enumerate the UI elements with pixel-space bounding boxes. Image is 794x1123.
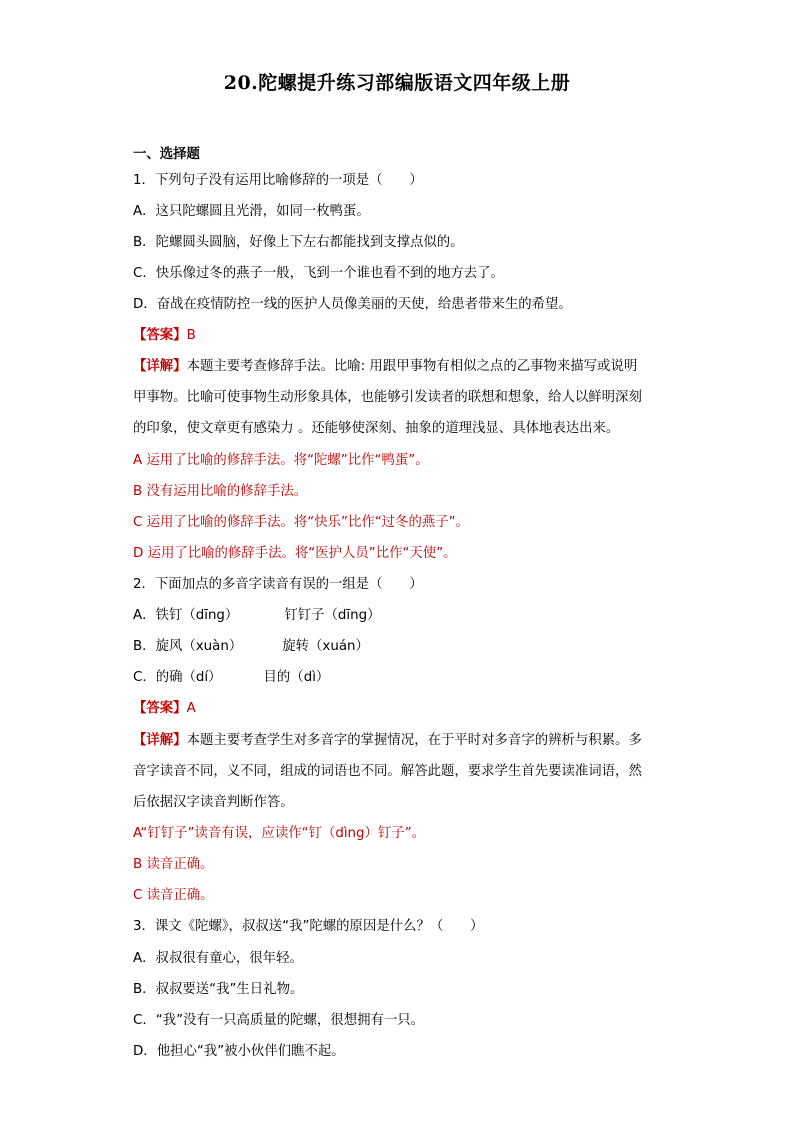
q2-option-b-left: B．旋风（xuàn） <box>133 639 243 654</box>
q2-explanation-line-1 <box>133 732 642 750</box>
q2-answer-value: A <box>186 701 196 716</box>
q1-note-a: A 运用了比喻的修辞手法。将“陀螺”比作“鸭蛋”。 <box>133 453 429 468</box>
q1-explain-label: 【详解】 <box>133 359 187 374</box>
q1-option-a: A．这只陀螺圆且光滑，如同一枚鸭蛋。 <box>133 204 370 219</box>
q2-option-b <box>133 638 369 656</box>
q1-stem: 1．下列句子没有运用比喻修辞的一项是（ ） <box>133 173 423 188</box>
document-title: 20.陀螺提升练习部编版语文四年级上册 <box>223 72 571 94</box>
q2-option-a <box>133 607 381 625</box>
q2-answer <box>133 700 196 718</box>
q2-option-c-right: 目的（dì） <box>263 670 330 685</box>
q1-option-b: B．陀螺圆头圆脑，好像上下左右都能找到支撑点似的。 <box>133 235 464 250</box>
q3-stem: 3．课文《陀螺》，叔叔送“我”陀螺的原因是什么？（ ） <box>133 919 484 934</box>
q3-option-b: B．叔叔要送“我”生日礼物。 <box>133 982 304 997</box>
q2-explain-label: 【详解】 <box>133 733 187 748</box>
q2-explanation-line-2: 音字读音不同，义不同，组成的词语也不同。解答此题，要求学生首先要读准词语，然 <box>133 764 642 779</box>
q1-note-c: C 运用了比喻的修辞手法。将“快乐”比作“过冬的燕子”。 <box>133 515 469 530</box>
q1-option-c: C．快乐像过冬的燕子一般，飞到一个谁也看不到的地方去了。 <box>133 266 504 281</box>
q1-explain-text-1: 本题主要考查修辞手法。比喻: 用跟甲事物有相似之点的乙事物来描写或说明 <box>186 359 638 374</box>
q1-note-b: B 没有运用比喻的修辞手法。 <box>133 484 308 499</box>
q2-option-b-right: 旋转（xuán） <box>282 639 369 654</box>
q2-option-c-left: C．的确（dí） <box>133 670 222 685</box>
q1-option-d: D．奋战在疫情防控一线的医护人员像美丽的天使，给患者带来生的希望。 <box>133 297 572 312</box>
q2-note-a: A“钉钉子”读音有误，应读作“钉（dìng）钉子”。 <box>133 826 426 841</box>
q2-note-c: C 读音正确。 <box>133 888 214 903</box>
q1-answer-label: 【答案】 <box>133 328 187 343</box>
q1-note-d: D 运用了比喻的修辞手法。将“医护人员”比作“天使”。 <box>133 546 457 561</box>
q1-explanation-line-2: 甲事物。比喻可使事物生动形象具体，也能够引发读者的联想和想象，给人以鲜明深刻 <box>133 390 642 405</box>
q3-option-a: A．叔叔很有童心，很年轻。 <box>133 951 303 966</box>
q1-explanation-line-1 <box>133 358 637 376</box>
q2-explanation-line-3: 后依据汉字读音判断作答。 <box>133 795 294 810</box>
q2-stem: 2．下面加点的多音字读音有误的一组是（ ） <box>133 577 423 592</box>
q2-answer-label: 【答案】 <box>133 701 187 716</box>
q2-option-c <box>133 669 329 687</box>
q1-answer <box>133 327 196 345</box>
q2-explain-text-1: 本题主要考查学生对多音字的掌握情况，在于平时对多音字的辨析与积累。多 <box>186 733 642 748</box>
q2-option-a-right: 钉钉子（dīng） <box>284 608 381 623</box>
section-heading: 一、选择题 <box>133 147 200 162</box>
q2-note-b: B 读音正确。 <box>133 857 214 872</box>
q2-option-a-left: A．铁钉（dīng） <box>133 608 239 623</box>
q1-answer-value: B <box>186 328 196 343</box>
q3-option-d: D．他担心“我”被小伙伴们瞧不起。 <box>133 1044 345 1059</box>
q1-explanation-line-3: 的印象，使文章更有感染力 。还能够使深刻、抽象的道理浅显、具体地表达出来。 <box>133 421 620 436</box>
q3-option-c: C．“我”没有一只高质量的陀螺，很想拥有一只。 <box>133 1013 425 1028</box>
